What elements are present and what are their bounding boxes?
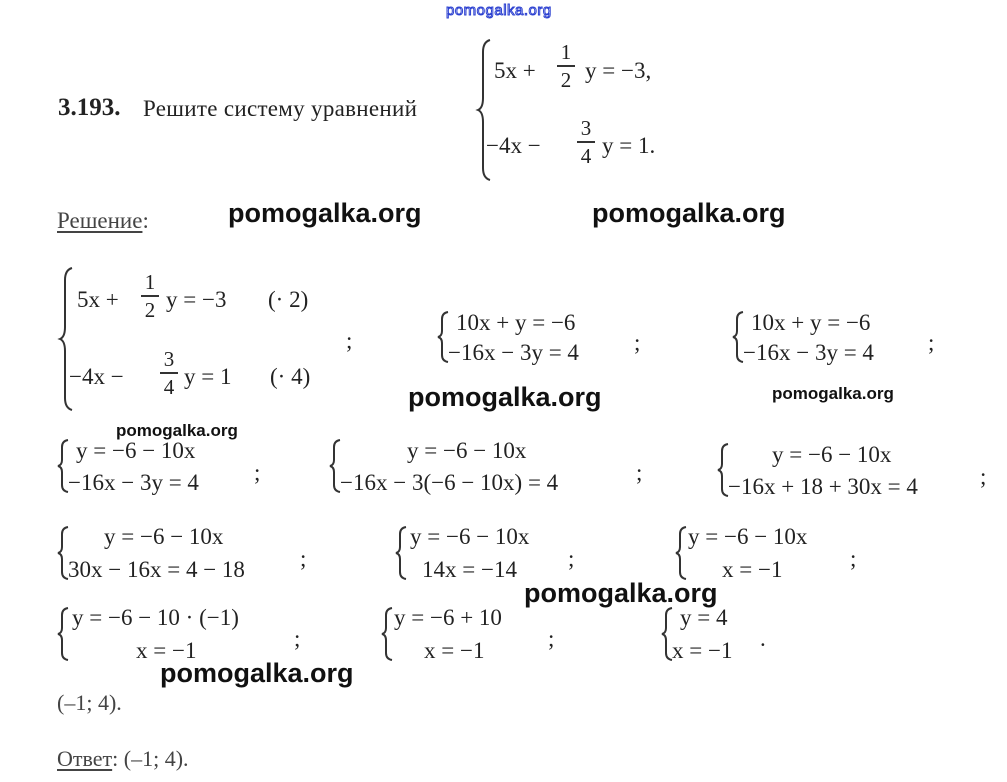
watermark-4: pomogalka.org	[772, 384, 894, 403]
problem-eq2-right: y = 1.	[602, 133, 656, 158]
watermark-1: pomogalka.org	[228, 198, 422, 228]
problem-eq1-left: 5x +	[494, 58, 536, 83]
result-line: (–1; 4).	[57, 690, 122, 715]
row3-s2-brace	[396, 527, 408, 579]
row3-s2-line2: 14x = −14	[422, 557, 517, 582]
top-watermark: pomogalka.org	[446, 2, 552, 19]
answer-label: Ответ	[57, 746, 113, 771]
row3-s1-line1: y = −6 − 10x	[104, 524, 224, 549]
row4-s2-line1: y = −6 + 10	[394, 605, 502, 630]
answer-value: : (–1; 4).	[112, 746, 189, 771]
row1-s1-eq1-num: 1	[144, 270, 156, 294]
row3-s3-line1: y = −6 − 10x	[688, 524, 808, 549]
row4-s3-line2: x = −1	[672, 638, 733, 663]
row3-s2-line1: y = −6 − 10x	[410, 524, 530, 549]
row4-s1-line1: y = −6 − 10 · (−1)	[72, 605, 239, 630]
row4-s3-sep: .	[760, 626, 766, 651]
fraction-bar	[141, 295, 159, 297]
fraction-bar	[557, 65, 575, 67]
row1-s1-eq1-den: 2	[144, 297, 156, 322]
row1-s3-sep: ;	[928, 330, 935, 355]
watermark-3: pomogalka.org	[408, 382, 602, 412]
row2-s3-line2: −16x + 18 + 30x = 4	[728, 474, 918, 499]
solution-label	[57, 208, 149, 234]
fraction-bar	[160, 372, 178, 374]
row2-s1-line1: y = −6 − 10x	[76, 438, 196, 463]
problem-eq2-fraction	[577, 116, 595, 168]
row1-s2-line1: 10x + y = −6	[456, 310, 576, 335]
problem-eq1-fraction	[557, 40, 575, 92]
row1-s1-eq1-fraction	[141, 270, 159, 322]
watermark-5: pomogalka.org	[116, 421, 238, 440]
row1-s3-line1: 10x + y = −6	[751, 310, 871, 335]
row4-s2-line2: x = −1	[424, 638, 485, 663]
row2-s2-sep: ;	[636, 460, 643, 485]
solution-colon: :	[142, 208, 149, 233]
row2-s2-line2: −16x − 3(−6 − 10x) = 4	[340, 470, 559, 495]
row1-s1-eq2-left: −4x −	[69, 364, 124, 389]
row1-s1-eq1-mult: (· 2)	[268, 287, 309, 312]
row1-s2-line2: −16x − 3y = 4	[448, 340, 579, 365]
row2-s1-sep: ;	[254, 460, 261, 485]
problem-eq2-left: −4x −	[486, 133, 541, 158]
problem-eq2-den: 4	[580, 143, 592, 168]
row2-s2-line1: y = −6 − 10x	[407, 438, 527, 463]
row3-s3-brace	[676, 527, 688, 579]
row4-s1-line2: x = −1	[136, 638, 197, 663]
problem-number: 3.193.	[58, 94, 121, 121]
problem-eq2-num: 3	[580, 116, 592, 140]
row4-s3-line1: y = 4	[680, 605, 728, 630]
row1-s1-eq2-mult: (· 4)	[270, 364, 311, 389]
row1-s1-eq2-right: y = 1	[184, 364, 232, 389]
row2-s3-sep: ;	[980, 464, 987, 489]
row4-s1-brace	[58, 608, 70, 660]
row1-s2-sep: ;	[634, 330, 641, 355]
row1-s1-eq2-den: 4	[163, 374, 175, 399]
row2-s3-line1: y = −6 − 10x	[772, 442, 892, 467]
watermark-2: pomogalka.org	[592, 198, 786, 228]
watermark-7: pomogalka.org	[160, 658, 354, 688]
problem-eq1-den: 2	[560, 67, 572, 92]
row1-s1-sep: ;	[346, 328, 353, 353]
problem-brace	[478, 40, 492, 180]
row2-s1-line2: −16x − 3y = 4	[68, 470, 199, 495]
problem-text: Решите систему уравнений	[143, 96, 418, 121]
row1-s1-eq1-left: 5x +	[77, 287, 119, 312]
row1-s1-eq2-fraction	[160, 347, 178, 399]
row3-s3-line2: x = −1	[722, 557, 783, 582]
row3-s1-sep: ;	[300, 546, 307, 571]
row3-s1-line2: 30x − 16x = 4 − 18	[68, 557, 245, 582]
row4-s1-sep: ;	[294, 626, 301, 651]
problem-eq1-right: y = −3,	[585, 58, 652, 83]
fraction-bar	[577, 141, 595, 143]
row3-s3-sep: ;	[850, 546, 857, 571]
row3-s2-sep: ;	[568, 546, 575, 571]
row4-s2-sep: ;	[548, 626, 555, 651]
row1-s1-eq2-num: 3	[163, 347, 175, 371]
row4-s2-brace	[382, 608, 394, 660]
row1-s1-eq1-right: y = −3	[166, 287, 227, 312]
problem-eq1-num: 1	[560, 40, 572, 64]
solution-label-text: Решение	[57, 208, 143, 233]
watermark-6: pomogalka.org	[524, 578, 718, 608]
answer-line	[57, 746, 189, 772]
row1-s3-line2: −16x − 3y = 4	[743, 340, 874, 365]
